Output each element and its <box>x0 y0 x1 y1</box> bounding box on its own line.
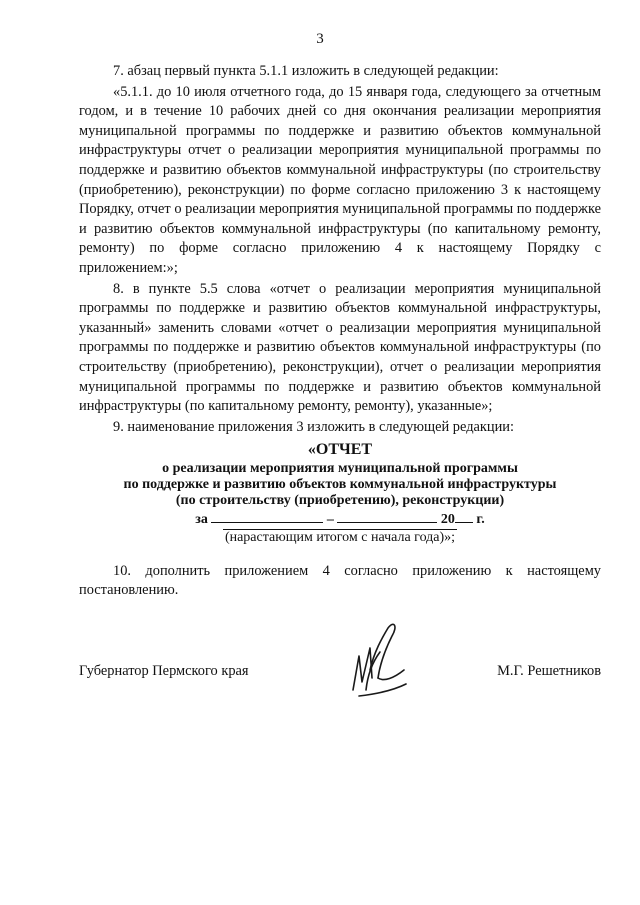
report-cumulative-line <box>79 528 601 548</box>
year-blank <box>455 509 473 523</box>
report-heading <box>79 439 601 548</box>
report-line-2: по поддержке и развитию объектов коммунальной инфраструктуры <box>123 477 557 493</box>
report-line-1: о реализации мероприятия муниципальной программы <box>162 461 518 477</box>
signatory-name: М.Г. Решетников <box>497 663 601 679</box>
document-body <box>79 62 601 601</box>
report-period-line <box>79 509 601 528</box>
report-line-3: (по строительству (приобретению), реконструкции) <box>175 493 505 509</box>
paragraph-8: 8. в пункте 5.5 слова «отчет о реализации мероприятия муниципальной программы по поддержке и развитию объектов коммунальной инфраструктуры, указанный» заменить словами «отчет о реализации мероприятия муниципальной программы по поддержке и развитию объектов коммунальной инфраструктуры (по строительству (приобретению), реконструкции), отчет о реализации мероприятия муниципальной программы по поддержке и развитию объектов коммунальной инфраструктуры (по капитальному ремонту, ремонту), указанные»; <box>79 280 601 415</box>
signatory-title: Губернатор Пермского края <box>79 663 249 679</box>
paragraph-9: 9. наименование приложения 3 изложить в следующей редакции: <box>113 418 515 435</box>
paragraph-7: 7. абзац первый пункта 5.1.1 изложить в следующей редакции: <box>113 63 499 79</box>
paragraph-7-quote: «5.1.1. до 10 июля отчетного года, до 15 января года, следующего за отчетным годом, и в течение 10 рабочих дней со дня окончания реализации мероприятия муниципальной программы по поддержке и развитию объектов коммунальной инфраструктуры отчет о реализации мероприятия муниципальной программы по поддержке и развитию объектов коммунальной инфраструктуры (по строительству (приобретению), реконструкции) по форме согласно приложению 3 к настоящему Порядку, отчет о реализации мероприятия муниципальной программы по поддержке и развитию объектов коммунальной инфраструктуры (по капитальному ремонту, ремонту) по форме согласно приложению 4 к настоящему Порядку с приложением:»; <box>79 83 601 276</box>
period-prefix: за <box>195 512 208 528</box>
period-blank-start <box>211 509 323 523</box>
report-title: «ОТЧЕТ <box>307 441 373 459</box>
signature-block <box>79 663 601 687</box>
year-prefix: 20 <box>440 512 455 528</box>
page-number: 3 <box>316 31 324 47</box>
period-blank-end <box>337 509 437 523</box>
year-suffix: г. <box>476 512 485 528</box>
report-cumulative: (нарастающим итогом с начала года)»; <box>224 530 456 546</box>
paragraph-10: 10. дополнить приложением 4 согласно приложению к настоящему постановлению. <box>79 562 601 599</box>
period-dash: – <box>326 512 334 528</box>
